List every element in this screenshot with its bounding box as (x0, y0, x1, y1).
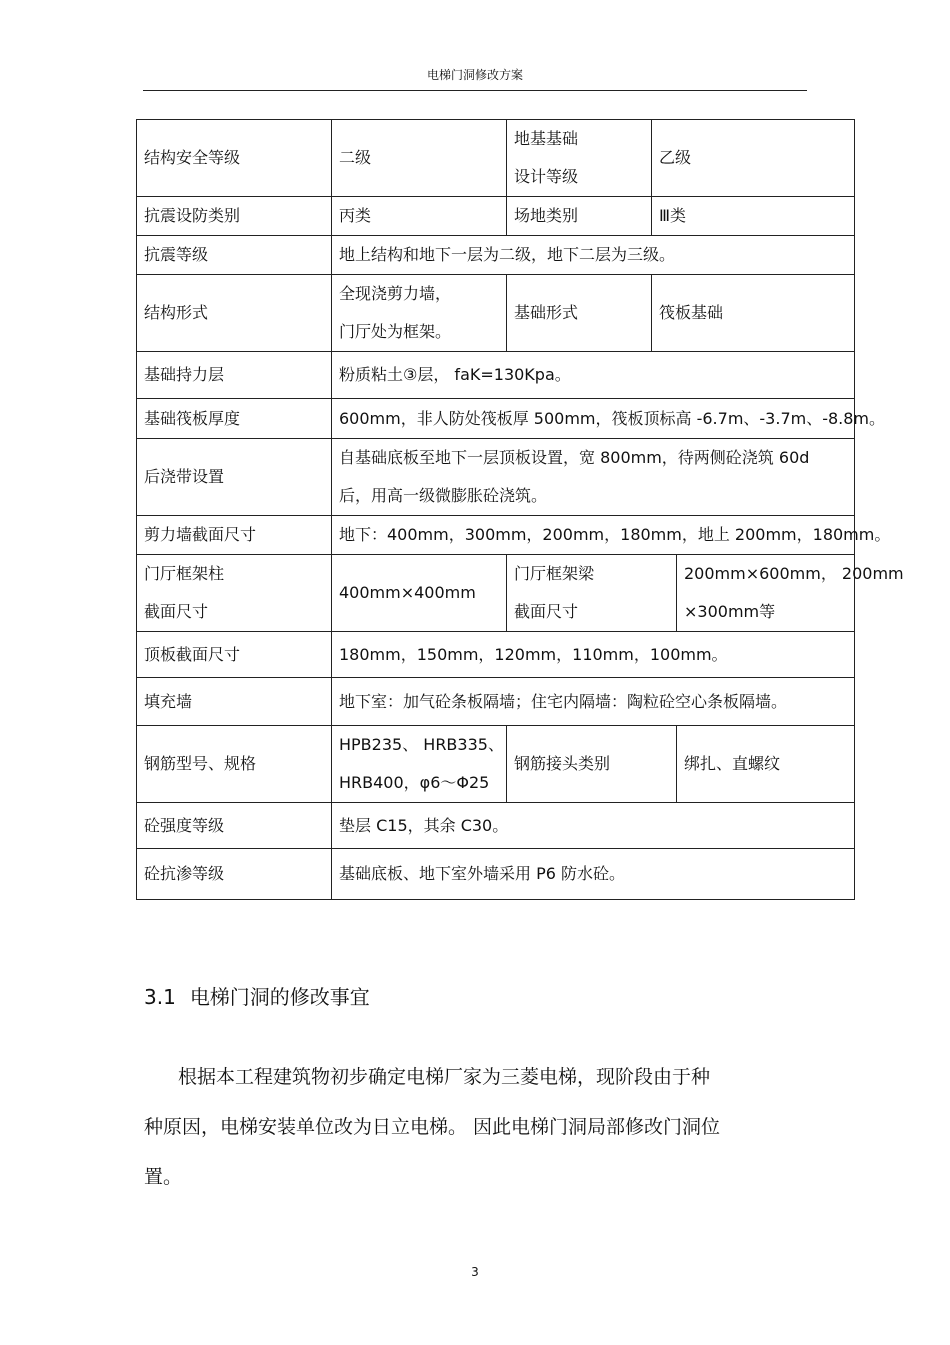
page-number: 3 (471, 1265, 479, 1279)
table-cell: 二级 (332, 120, 507, 197)
table-row (137, 275, 855, 352)
table-cell: 丙类 (332, 197, 507, 236)
table-row (137, 439, 855, 516)
table-cell: 结构形式 (137, 275, 332, 352)
table-cell: 抗震等级 (137, 236, 332, 275)
section-number: 3.1 (144, 985, 176, 1009)
body-paragraph (144, 1052, 794, 1202)
paragraph-line: 置。 (144, 1166, 183, 1188)
table-row (137, 516, 855, 555)
table-row (137, 849, 855, 900)
table-cell: 180mm，150mm，120mm，110mm，100mm。 (332, 632, 855, 678)
cell-line: 门厅框架柱 (144, 564, 225, 583)
cell-line: HPB235、 HRB335、 (339, 735, 504, 754)
table-cell (332, 275, 507, 352)
paragraph-line: 根据本工程建筑物初步确定电梯厂家为三菱电梯，现阶段由于种 (178, 1066, 711, 1088)
page-header: 电梯门洞修改方案 (426, 68, 523, 82)
cell-line: 门厅框架梁 (514, 564, 595, 583)
table-cell: 基础形式 (507, 275, 652, 352)
table-cell: 钢筋型号、规格 (137, 726, 332, 803)
section-title: 电梯门洞的修改事宜 (189, 985, 370, 1009)
table-cell: 后浇带设置 (137, 439, 332, 516)
table-row (137, 399, 855, 439)
cell-line: 截面尺寸 (514, 602, 579, 621)
table-row (137, 120, 855, 197)
table-cell: 场地类别 (507, 197, 652, 236)
table-cell: 钢筋接头类别 (507, 726, 677, 803)
header-divider (143, 90, 807, 91)
cell-line: 全现浇剪力墙， (339, 284, 452, 303)
table-cell: 基础持力层 (137, 352, 332, 399)
table-cell (507, 555, 677, 632)
table-row (137, 726, 855, 803)
table-cell (507, 120, 652, 197)
table-cell: 垫层 C15，其余 C30。 (332, 803, 855, 849)
cell-line: 设计等级 (514, 167, 579, 186)
table-cell: 基础筏板厚度 (137, 399, 332, 439)
table-row (137, 803, 855, 849)
table-cell: 600mm，非人防处筏板厚 500mm，筏板顶标高 -6.7m、-3.7m、-8.8m。 (332, 399, 855, 439)
table-cell (137, 555, 332, 632)
table-cell: 地下室：加气砼条板隔墙；住宅内隔墙：陶粒砼空心条板隔墙。 (332, 678, 855, 726)
table-cell: 砼抗渗等级 (137, 849, 332, 900)
table-row (137, 632, 855, 678)
table-cell (332, 726, 507, 803)
table-cell: 剪力墙截面尺寸 (137, 516, 332, 555)
cell-line: ×300mm等 (684, 602, 776, 621)
table-row (137, 236, 855, 275)
table-cell: 粉质粘土③层， faK=130Kpa。 (332, 352, 855, 399)
cell-line: 门厅处为框架。 (339, 322, 452, 341)
table-cell: 结构安全等级 (137, 120, 332, 197)
structure-spec-table (136, 119, 904, 900)
table-cell: 砼强度等级 (137, 803, 332, 849)
table-cell (332, 439, 855, 516)
cell-line: 地基基础 (514, 129, 579, 148)
table-cell: 绑扎、直螺纹 (677, 726, 855, 803)
table-row (137, 197, 855, 236)
cell-line: 自基础底板至地下一层顶板设置，宽 800mm，待两侧砼浇筑 60d (339, 448, 810, 467)
table-cell: 筏板基础 (652, 275, 855, 352)
table-cell: 地上结构和地下一层为二级，地下二层为三级。 (332, 236, 855, 275)
table-cell: 填充墙 (137, 678, 332, 726)
table-cell: 顶板截面尺寸 (137, 632, 332, 678)
table-cell: 乙级 (652, 120, 855, 197)
section-heading (144, 981, 384, 1010)
table-cell: 地下：400mm，300mm，200mm，180mm，地上 200mm，180mm。 (332, 516, 855, 555)
table-row (137, 555, 855, 632)
table-cell: 抗震设防类别 (137, 197, 332, 236)
table-row (137, 352, 855, 399)
table-row (137, 678, 855, 726)
table-cell: 基础底板、地下室外墙采用 P6 防水砼。 (332, 849, 855, 900)
cell-line: 截面尺寸 (144, 602, 209, 621)
table-cell: Ⅲ类 (652, 197, 855, 236)
cell-line: 后，用高一级微膨胀砼浇筑。 (339, 486, 548, 505)
table-cell (677, 555, 904, 632)
paragraph-line: 种原因，电梯安装单位改为日立电梯。 因此电梯门洞局部修改门洞位 (144, 1116, 721, 1138)
cell-line: HRB400，φ6～Φ25 (339, 773, 490, 792)
table-cell: 400mm×400mm (332, 555, 507, 632)
cell-line: 200mm×600mm， 200mm (684, 564, 904, 583)
